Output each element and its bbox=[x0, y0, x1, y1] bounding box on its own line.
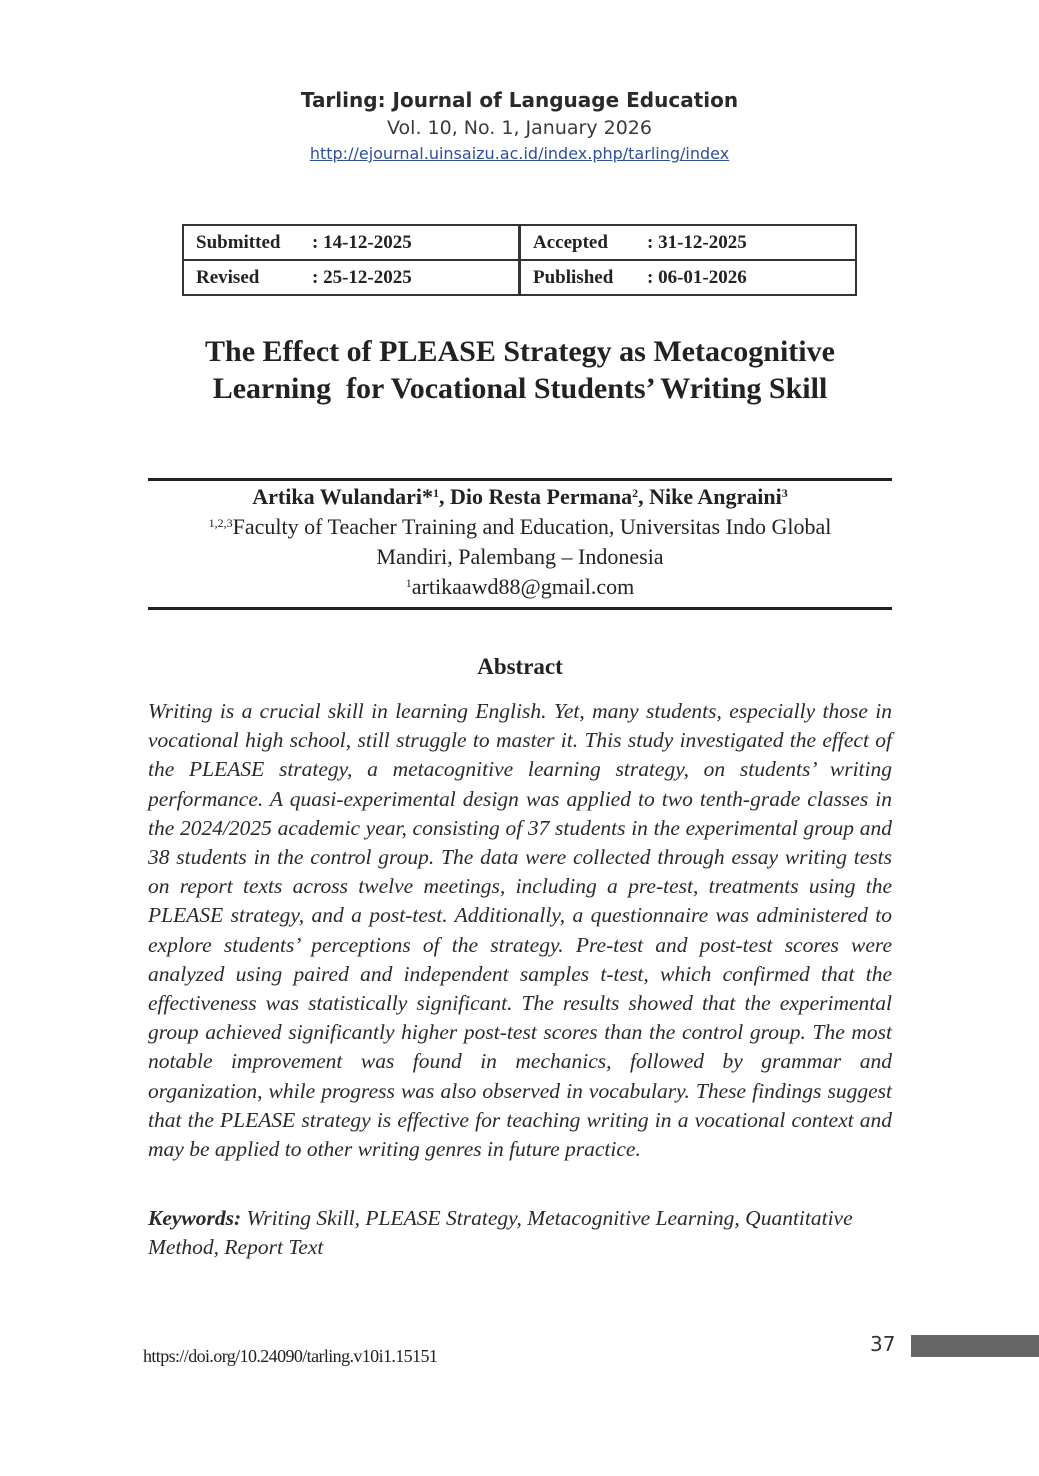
accepted-label: Accepted bbox=[533, 231, 608, 253]
dates-table bbox=[182, 224, 857, 296]
dates-row bbox=[183, 225, 856, 260]
author-affil-sup: 1 bbox=[433, 486, 439, 500]
abstract-heading: Abstract bbox=[477, 654, 563, 679]
submitted-cell bbox=[183, 225, 520, 260]
author-email: artikaawd88@gmail.com bbox=[411, 574, 635, 599]
keywords-text: Writing Skill, PLEASE Strategy, Metacognitive Learning, Quantitative Method, Report Text bbox=[148, 1206, 853, 1260]
revised-cell bbox=[183, 260, 520, 295]
authors-bottom-rule bbox=[148, 607, 892, 610]
author-name: , Dio Resta Permana bbox=[439, 484, 633, 509]
dates-row bbox=[183, 260, 856, 295]
journal-name: Tarling: Journal of Language Education bbox=[300, 88, 739, 112]
affiliation-line: Mandiri, Palembang – Indonesia bbox=[376, 544, 664, 569]
authors-block bbox=[148, 482, 892, 602]
author-name: , Nike Angraini bbox=[638, 484, 782, 509]
keywords-label: Keywords: bbox=[148, 1206, 242, 1230]
page-number-bar bbox=[911, 1335, 1039, 1357]
affiliation bbox=[148, 512, 892, 542]
email-sup: 1 bbox=[405, 576, 412, 590]
submitted-label: Submitted bbox=[196, 231, 281, 253]
published-label: Published bbox=[533, 266, 614, 288]
affiliation-line: Faculty of Teacher Training and Education, Universitas Indo Global bbox=[232, 514, 832, 539]
published-cell bbox=[520, 260, 857, 295]
affiliation-sup: 1,2,3 bbox=[208, 516, 233, 530]
paper-title-line: Learning for Vocational Students’ Writing Skill bbox=[212, 372, 828, 405]
revised-value: : 25-12-2025 bbox=[312, 266, 412, 288]
revised-label: Revised bbox=[196, 266, 260, 288]
doi-link[interactable]: https://doi.org/10.24090/tarling.v10i1.15151 bbox=[143, 1346, 438, 1366]
paper-title-line: The Effect of PLEASE Strategy as Metacognitive bbox=[205, 335, 835, 368]
author-affil-sup: 3 bbox=[781, 486, 788, 500]
authors-top-rule bbox=[148, 478, 892, 481]
email-line bbox=[148, 572, 892, 602]
accepted-cell bbox=[520, 225, 857, 260]
journal-url-link[interactable]: http://ejournal.uinsaizu.ac.id/index.php/tarling/index bbox=[309, 144, 730, 163]
author-affil-sup: 2 bbox=[632, 486, 639, 500]
submitted-value: : 14-12-2025 bbox=[312, 231, 412, 253]
published-value: : 06-01-2026 bbox=[647, 266, 747, 288]
journal-header bbox=[0, 86, 1039, 166]
abstract-text: Writing is a crucial skill in learning English. Yet, many students, especially those in vocational high school, still struggle to master it. This study investigated the effect of the PLEASE strategy, a metacognitive learning strategy, on students’ writing performance. A quasi-experimental design was applied to two tenth-grade classes in the 2024/2025 academic year, consisting of 37 students in the experimental group and 38 students in the control group. The data were collected through essay writing tests on report texts across twelve meetings, including a pre-test, treatments using the PLEASE strategy, and a post-test. Additionally, a questionnaire was administered to explore students’ perceptions of the strategy. Pre-test and post-test scores were analyzed using paired and independent samples t-test, which confirmed that the effectiveness was statistically significant. The results showed that the experimental group achieved significantly higher post-test scores than the control group. The most notable improvement was found in mechanics, followed by grammar and organization, while progress was also observed in vocabulary. These findings suggest that the PLEASE strategy is effective for teaching writing in a vocational context and may be applied to other writing genres in future practice. bbox=[148, 699, 892, 1162]
keywords bbox=[148, 1204, 892, 1262]
paper-title bbox=[120, 333, 920, 407]
author-name: Artika Wulandari* bbox=[252, 484, 433, 509]
page-number: 37 bbox=[870, 1332, 896, 1356]
journal-volume: Vol. 10, No. 1, January 2026 bbox=[387, 117, 652, 139]
accepted-value: : 31-12-2025 bbox=[647, 231, 747, 253]
author-names bbox=[148, 482, 892, 512]
